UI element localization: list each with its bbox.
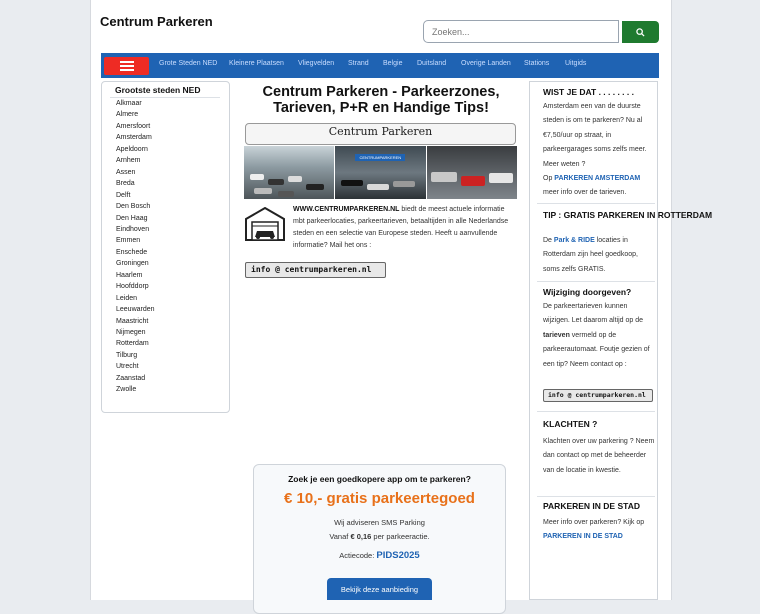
- parkeren-in-de-stad-link[interactable]: PARKEREN IN DE STAD: [543, 533, 623, 541]
- photo-traffic: [244, 146, 334, 199]
- nav-item-belgie[interactable]: Belgie: [383, 60, 403, 67]
- sidebar-item-breda[interactable]: Breda: [116, 180, 135, 188]
- hamburger-menu-button[interactable]: [104, 57, 149, 75]
- intro-site-link[interactable]: WWW.CENTRUMPARKEREN.NL: [293, 206, 400, 213]
- sidebar-item-den-bosch[interactable]: Den Bosch: [116, 203, 151, 211]
- search-button[interactable]: [622, 21, 659, 43]
- nav-item-grote-steden-ned[interactable]: Grote Steden NED: [159, 60, 218, 67]
- sidebar-title: Grootste steden NED: [115, 85, 201, 95]
- tip-body: locaties in Rotterdam zijn heel goedkoop, soms zelfs GRATIS.: [543, 237, 638, 273]
- sidebar-item-assen[interactable]: Assen: [116, 168, 136, 176]
- site-brand[interactable]: Centrum Parkeren: [100, 14, 213, 29]
- wijziging-title: Wijziging doorgeven?: [543, 287, 632, 297]
- hamburger-icon-line: [120, 69, 134, 71]
- promo-from-suffix: per parkeeractie.: [371, 532, 430, 541]
- nav-item-duitsland[interactable]: Duitsland: [417, 60, 447, 67]
- sidebar-item-delft[interactable]: Delft: [116, 191, 131, 199]
- wist-op: Op: [543, 175, 555, 183]
- search-icon: [636, 28, 645, 37]
- sidebar-item-zwolle[interactable]: Zwolle: [116, 386, 137, 394]
- sidebar-item-tilburg[interactable]: Tilburg: [116, 351, 138, 359]
- right-divider: [537, 411, 655, 412]
- sidebar-item-nijmegen[interactable]: Nijmegen: [116, 329, 146, 336]
- wijz-body2: vermeld op de parkeerautomaat. Foutje gezien of een tip? Neem contact op :: [543, 331, 650, 368]
- promo-code: PIDS2025: [376, 550, 420, 561]
- sidebar-item-maastricht[interactable]: Maastricht: [116, 317, 149, 325]
- contact-email[interactable]: info @ centrumparkeren.nl: [245, 262, 386, 278]
- page-title-line1: Centrum Parkeren - Parkeerzones,: [262, 84, 500, 100]
- garage-sign: CENTRUMPARKEREN: [355, 154, 405, 161]
- page-title: [244, 84, 518, 116]
- klachten-text: Klachten over uw parkering ? Neem dan contact op met de beheerder van de locatie in kwestie.: [543, 438, 655, 474]
- stad-text: [543, 516, 655, 545]
- promo-from-prefix: Vanaf: [329, 532, 351, 541]
- promo-amount: € 10,- gratis parkeertegoed: [284, 490, 475, 507]
- promo-code-line: [253, 550, 506, 561]
- logo-banner: [245, 123, 516, 145]
- nav-item-strand[interactable]: Strand: [348, 60, 369, 67]
- sidebar-item-den-haag[interactable]: Den Haag: [116, 214, 148, 222]
- search-input[interactable]: [423, 20, 619, 43]
- sidebar-item-amsterdam[interactable]: Amsterdam: [116, 134, 152, 142]
- sidebar-item-apeldoorn[interactable]: Apeldoorn: [116, 145, 148, 153]
- sidebar-item-almere[interactable]: Almere: [116, 111, 139, 119]
- sidebar-item-rotterdam[interactable]: Rotterdam: [116, 340, 149, 348]
- nav-item-vliegvelden[interactable]: Vliegvelden: [298, 60, 335, 67]
- parkeren-amsterdam-link[interactable]: PARKEREN AMSTERDAM: [554, 175, 641, 183]
- promo-price: € 0,16: [350, 532, 372, 541]
- photo-parking-garage: [335, 146, 425, 199]
- hamburger-icon-line: [120, 65, 134, 67]
- wijziging-text: [543, 300, 655, 372]
- logo-text: Centrum Parkeren: [328, 125, 433, 138]
- nav-item-overige-landen[interactable]: Overige Landen: [461, 60, 511, 67]
- sidebar-item-amersfoort[interactable]: Amersfoort: [116, 122, 151, 130]
- photo-strip: [244, 146, 517, 199]
- tip-de: De: [543, 237, 554, 244]
- photo-garage-interior: [427, 146, 517, 199]
- garage-icon: [245, 207, 285, 241]
- klachten-title: KLACHTEN ?: [543, 419, 598, 429]
- sidebar-item-zaanstad[interactable]: Zaanstad: [116, 374, 146, 382]
- intro-text: [293, 204, 516, 252]
- right-divider: [537, 496, 655, 497]
- tip-title: TIP : GRATIS PARKEREN IN ROTTERDAM: [543, 210, 713, 220]
- stad-body: Meer info over parkeren? Kijk op: [543, 519, 645, 526]
- page-title-line2: Tarieven, P+R en Handige Tips!: [273, 100, 489, 116]
- nav-item-stations[interactable]: Stations: [524, 60, 550, 67]
- sidebar-item-alkmaar[interactable]: Alkmaar: [116, 100, 142, 107]
- sidebar-item-arnhem[interactable]: Arnhem: [116, 157, 141, 165]
- stad-title: PARKEREN IN DE STAD: [543, 501, 640, 511]
- promo-advise: Wij adviseren SMS Parking: [334, 518, 425, 527]
- tip-text: [543, 234, 655, 277]
- wijz-bold: tarieven: [543, 331, 570, 339]
- sidebar-item-utrecht[interactable]: Utrecht: [116, 363, 139, 371]
- sidebar-item-leiden[interactable]: Leiden: [116, 294, 138, 302]
- nav-item-kleinere-plaatsen[interactable]: Kleinere Plaatsen: [229, 60, 284, 67]
- park-and-ride-link[interactable]: Park & RIDE: [553, 237, 595, 244]
- intro-body: biedt de meest actuele informatie mbt parkeerlocaties, parkeertarieven, betaaltijden in alle Nederlandse steden en een selectie van Europese steden. Heeft u aanvullende informatie? Mail het ons :: [293, 206, 509, 249]
- sidebar-divider: [110, 97, 220, 98]
- sidebar-item-eindhoven[interactable]: Eindhoven: [116, 225, 150, 233]
- wijz-body1: De parkeertarieven kunnen wijzigen. Let daarom altijd op de: [543, 303, 644, 325]
- sidebar-item-hoofddorp[interactable]: Hoofddorp: [116, 283, 149, 291]
- promo-price-line: [253, 532, 506, 541]
- sidebar-item-emmen[interactable]: Emmen: [116, 237, 141, 245]
- wist-after: meer info over de tarieven.: [543, 189, 627, 197]
- promo-question: Zoek je een goedkopere app om te parkeren?: [288, 474, 471, 484]
- right-divider: [537, 203, 655, 204]
- right-contact-email[interactable]: info @ centrumparkeren.nl: [543, 389, 653, 402]
- promo-offer-button[interactable]: Bekijk deze aanbieding: [327, 578, 432, 600]
- sidebar-item-groningen[interactable]: Groningen: [116, 260, 149, 268]
- wist-title: WIST JE DAT . . . . . . . .: [543, 87, 634, 97]
- nav-item-uitgids[interactable]: Uitgids: [565, 60, 587, 67]
- sidebar-item-haarlem[interactable]: Haarlem: [116, 271, 143, 279]
- promo-code-label: Actiecode:: [339, 551, 377, 560]
- wist-text: [543, 100, 655, 201]
- hamburger-icon: [120, 61, 134, 63]
- sidebar-item-leeuwarden[interactable]: Leeuwarden: [116, 306, 155, 314]
- wist-body: Amsterdam een van de duurste steden is om te parkeren? Nu al €7,50/uur op straat, in parkeergarages soms zelfs meer. Meer weten ?: [543, 103, 647, 168]
- sidebar-item-enschede[interactable]: Enschede: [116, 248, 148, 256]
- right-divider: [537, 281, 655, 282]
